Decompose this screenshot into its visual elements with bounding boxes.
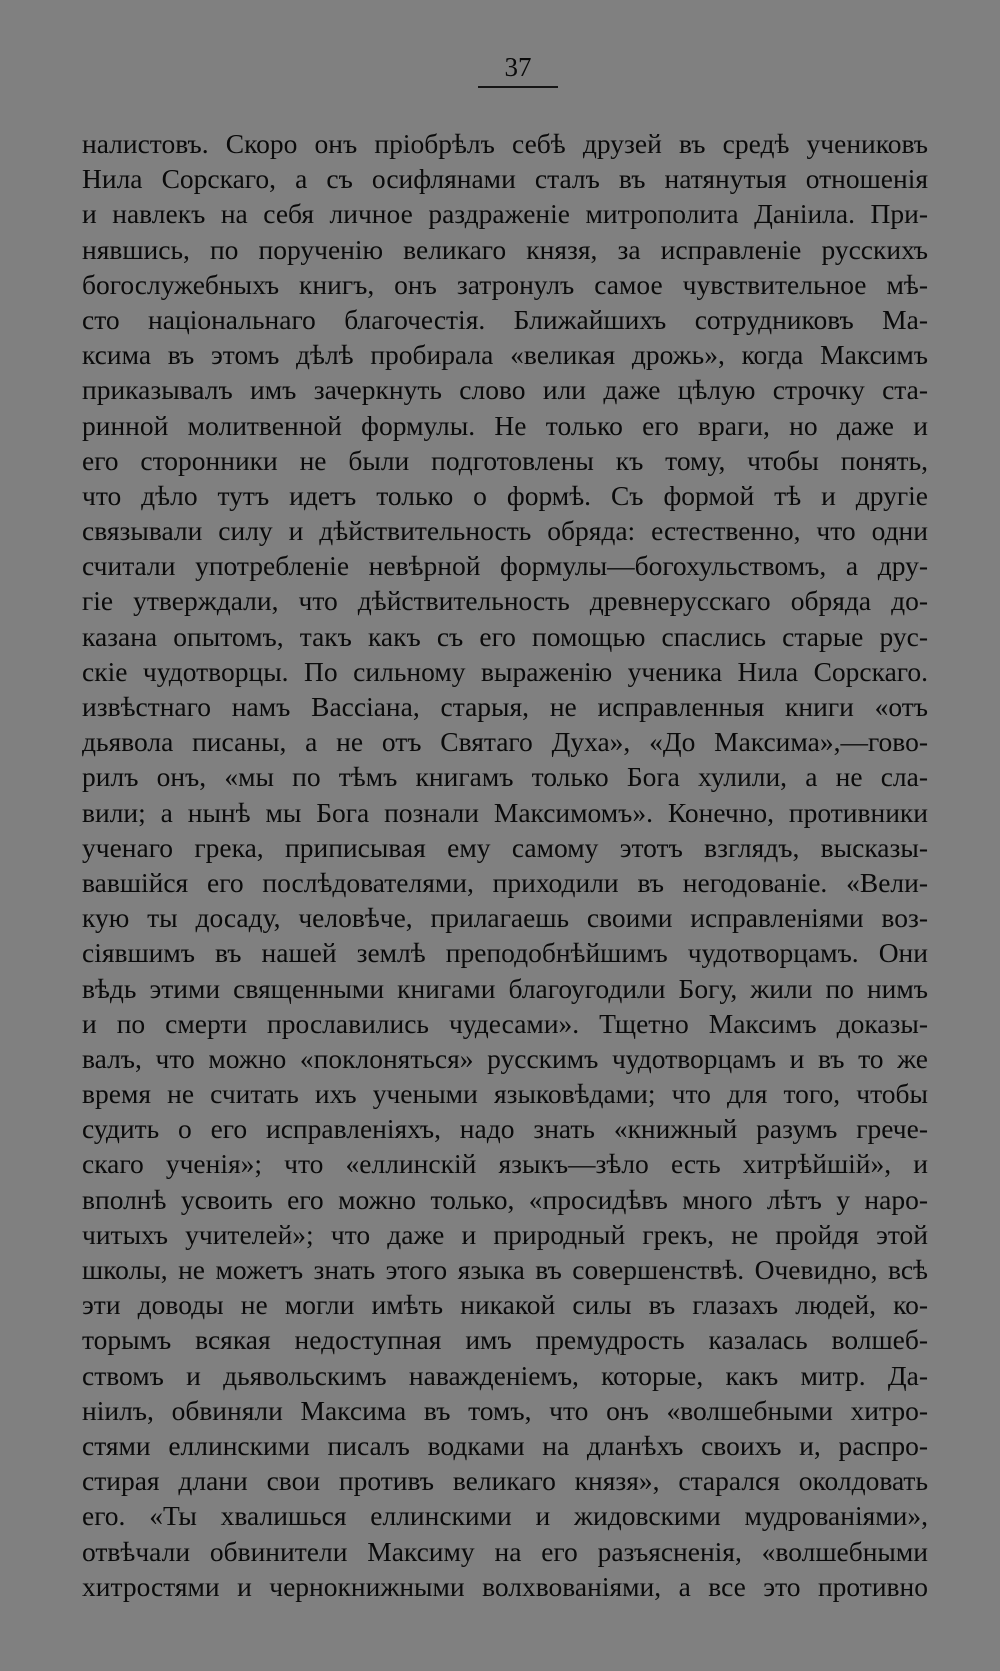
- text-line: Нила Сорскаго, а съ осифлянами сталъ въ натянутыя отношенія: [82, 163, 928, 195]
- text-line: гіе утверждали, что дѣйствительность древнерусскаго обряда до-: [82, 585, 928, 617]
- text-line: нявшись, по порученію великаго князя, за исправленіе русскихъ: [82, 233, 928, 265]
- page-number: 37: [504, 52, 532, 82]
- text-line: скаго ученія»; что «еллинскій языкъ—зѣло есть хитрѣйшій», и: [82, 1148, 928, 1180]
- text-line: рилъ онъ, «мы по тѣмъ книгамъ только Бога хулили, а не сла-: [82, 761, 928, 793]
- text-line: извѣстнаго намъ Вассіана, старыя, не исправленныя книги «отъ: [82, 691, 928, 722]
- text-line: судить о его исправленіяхъ, надо знать «книжный разумъ грече-: [82, 1113, 928, 1145]
- text-line: казана опытомъ, такъ какъ съ его помощью спаслись старые рус-: [82, 620, 928, 652]
- text-line: его. «Ты хвалишься еллинскими и жидовскими мудрованіями»,: [82, 1500, 928, 1532]
- text-line: торымъ всякая недоступная имъ премудрость казалась волшеб-: [82, 1324, 928, 1356]
- text-line: стями еллинскими писалъ водками на дланѣхъ своихъ и, распро-: [82, 1429, 928, 1461]
- text-line: скіе чудотворцы. По сильному выраженію ученика Нила Сорскаго.: [82, 655, 928, 687]
- text-line: вполнѣ усвоить его можно только, «просидѣвъ много лѣтъ у наро-: [82, 1183, 928, 1215]
- text-line: читыхъ учителей»; что даже и природный грекъ, не пройдя этой: [82, 1218, 928, 1250]
- text-line: вили; а нынѣ мы Бога познали Максимомъ». Конечно, противники: [82, 796, 928, 828]
- text-line: кую ты досаду, человѣче, прилагаешь своими исправленіями воз-: [82, 902, 928, 934]
- text-line: его сторонники не были подготовлены къ тому, чтобы понять,: [82, 444, 928, 476]
- text-line: вавшійся его послѣдователями, приходили въ негодованіе. «Вели-: [82, 866, 928, 898]
- text-line: сто національнаго благочестія. Ближайшихъ сотрудниковъ Ма-: [82, 303, 928, 335]
- text-line: считали употребленіе невѣрной формулы—богохульствомъ, а дру-: [82, 550, 928, 582]
- text-line: валъ, что можно «поклоняться» русскимъ чудотворцамъ и въ то же: [82, 1042, 928, 1074]
- text-line: школы, не можетъ знать этого языка въ совершенствѣ. Очевидно, всѣ: [82, 1254, 928, 1285]
- text-line: и навлекъ на себя личное раздраженіе митрополита Даніила. При-: [82, 198, 928, 230]
- text-line: отвѣчали обвинители Максиму на его разъясненія, «волшебными: [82, 1535, 928, 1567]
- text-line: ствомъ и дьявольскимъ наважденіемъ, которые, какъ митр. Да-: [82, 1359, 928, 1391]
- text-line: хитростями и чернокнижными волхвованіями, а все это противно: [82, 1570, 928, 1602]
- text-line: что дѣло тутъ идетъ только о формѣ. Съ формой тѣ и другіе: [82, 479, 928, 511]
- text-line: время не считать ихъ учеными языковѣдами; что для того, чтобы: [82, 1078, 928, 1110]
- text-line: связывали силу и дѣйствительность обряда: естественно, что одни: [82, 515, 928, 547]
- text-line: ринной молитвенной формулы. Не только его враги, но даже и: [82, 409, 928, 441]
- text-line: приказывалъ имъ зачеркнуть слово или даже цѣлую строчку ста-: [82, 374, 928, 406]
- text-line: стирая длани свои противъ великаго князя», старался околдовать: [82, 1465, 928, 1497]
- text-line: сіявшимъ въ нашей землѣ преподобнѣйшимъ чудотворцамъ. Они: [82, 937, 928, 969]
- text-line: и по смерти прославились чудесами». Тщетно Максимъ доказы-: [82, 1007, 928, 1039]
- text-line: ксима въ этомъ дѣлѣ пробирала «великая дрожь», когда Максимъ: [82, 339, 928, 371]
- body-text: [82, 126, 928, 1604]
- page-number-underline: [478, 86, 558, 88]
- text-line: налистовъ. Скоро онъ пріобрѣлъ себѣ друзей въ средѣ учениковъ: [82, 128, 928, 159]
- text-line: ученаго грека, приписывая ему самому этотъ взглядъ, высказы-: [82, 831, 928, 863]
- text-line: вѣдь этими священными книгами благоугодили Богу, жили по нимъ: [82, 972, 928, 1004]
- text-line: богослужебныхъ книгъ, онъ затронулъ самое чувствительное мѣ-: [82, 268, 928, 300]
- text-line: эти доводы не могли имѣть никакой силы въ глазахъ людей, ко-: [82, 1289, 928, 1321]
- text-line: ніилъ, обвиняли Максима въ томъ, что онъ «волшебными хитро-: [82, 1394, 928, 1426]
- text-line: дьявола писаны, а не отъ Святаго Духа», «До Максима»,—гово-: [82, 726, 928, 758]
